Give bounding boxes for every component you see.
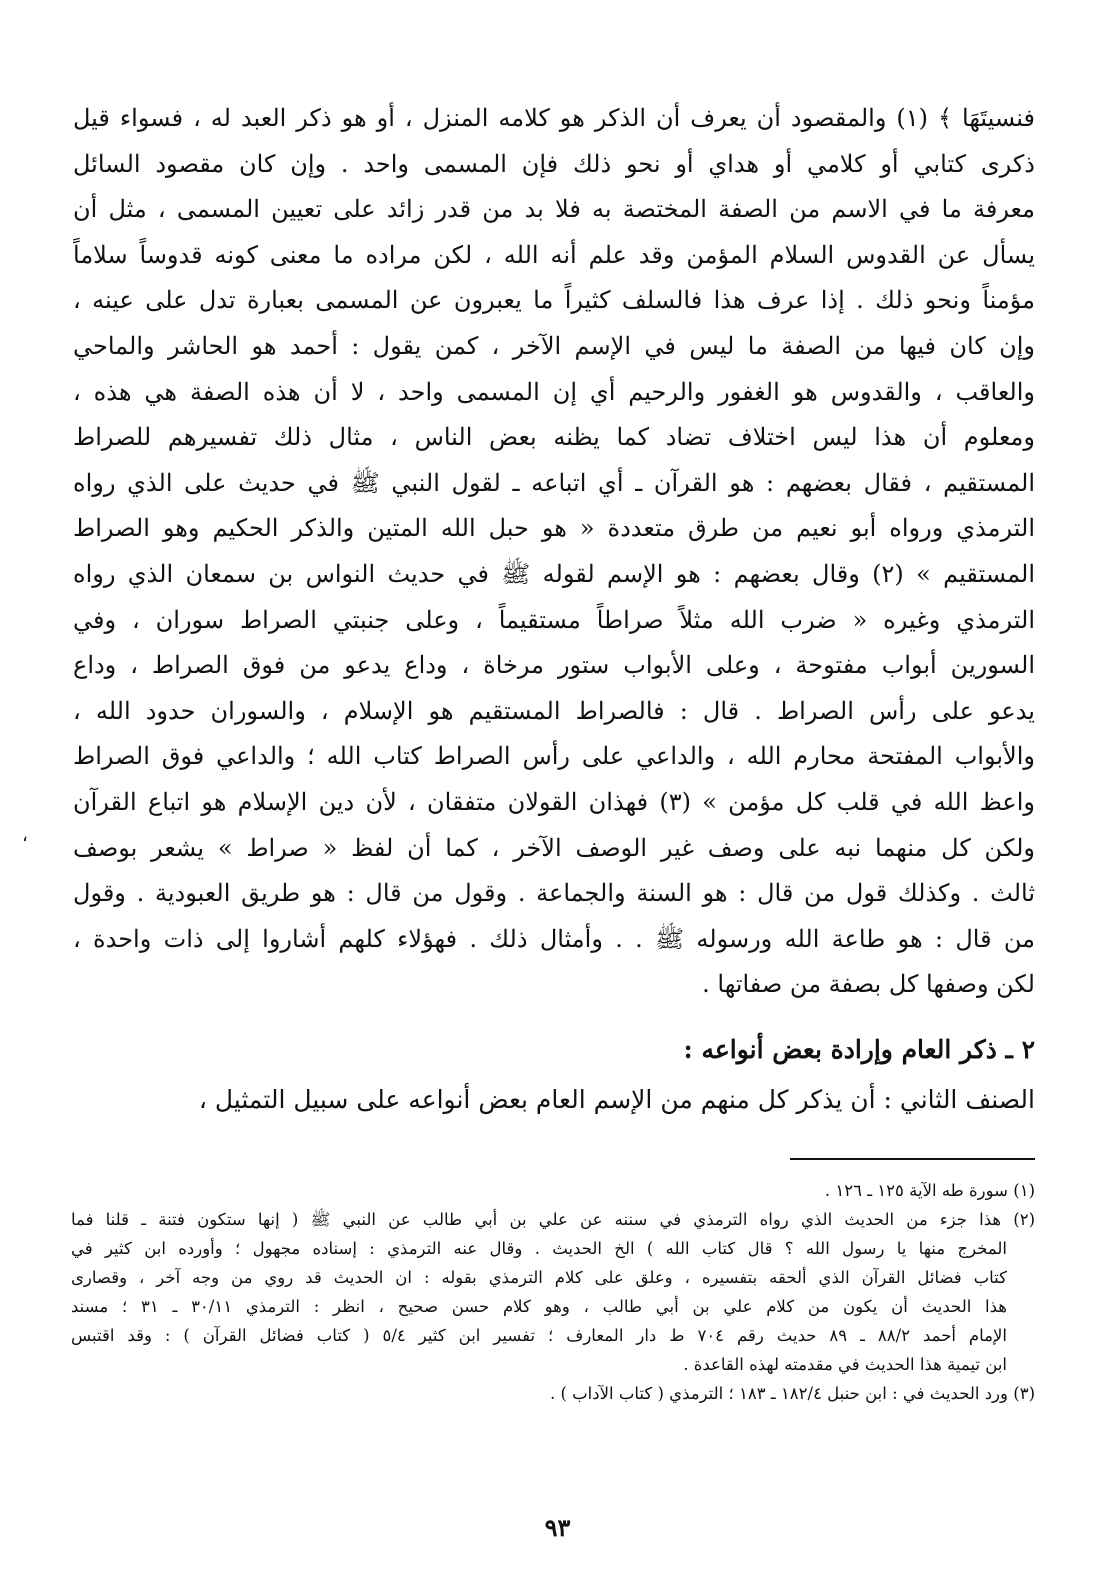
body-line: المستقيم » (٢) وقال بعضهم : هو الإسم لقوله ﷺ في حديث النواس بن سمعان الذي رواه xyxy=(73,559,1035,588)
footnote-line: ابن تيمية هذا الحديث في مقدمته لهذه القاعدة . xyxy=(683,1355,1007,1374)
body-line: السورين أبواب مفتوحة ، وعلى الأبواب ستور مرخاة ، وداع يدعو من فوق الصراط ، وداع xyxy=(73,651,1035,680)
section-heading: ٢ ـ ذكر العام وإرادة بعض أنواعه : xyxy=(683,1035,1035,1064)
footnote-line: (٣) ورد الحديث في : ابن حنبل ١٨٢/٤ ـ ١٨٣ ؛ الترمذي ( كتاب الآداب ) . xyxy=(549,1384,1035,1403)
body-line: وإن كان فيها من الصفة ما ليس في الإسم الآخر ، كمن يقول : أحمد هو الحاشر والماحي xyxy=(73,331,1035,360)
body-line: ثالث . وكذلك قول من قال : هو السنة والجماعة . وقول من قال : هو طريق العبودية . وقول xyxy=(73,879,1035,908)
body-line: الترمذي وغيره « ضرب الله مثلاً صراطاً مستقيماً ، وعلى جنبتي الصراط سوران ، وفي xyxy=(73,605,1035,634)
body-line: فنسيتَهَا ﴾ (١) والمقصود أن يعرف أن الذكر هو كلامه المنزل ، أو هو ذكر العبد له ، فسواء قيل xyxy=(73,104,1035,132)
body-line: معرفة ما في الاسم من الصفة المختصة به فلا بد من قدر زائد على تعيين المسمى ، مثل أن xyxy=(73,195,1035,224)
body-line: والأبواب المفتحة محارم الله ، والداعي على رأس الصراط كتاب الله ؛ والداعي فوق الصراط xyxy=(73,742,1035,771)
footnote-line: الإمام أحمد ٨٨/٢ ـ ٨٩ حديث رقم ٧٠٤ ط دار المعارف ؛ تفسير ابن كثير ٥/٤ ( كتاب فضائل القرآن ) : وقد اقتبس xyxy=(71,1326,1008,1345)
stray-mark: ، xyxy=(22,825,28,846)
footnote-divider xyxy=(790,1158,1035,1160)
body-line: والعاقب ، والقدوس هو الغفور والرحيم أي إن المسمى واحد ، لا أن هذه الصفة هي هذه ، xyxy=(73,377,1035,406)
footnote-line: (٢) هذا جزء من الحديث الذي رواه الترمذي في سننه عن علي بن أبي طالب عن النبي ﷺ ( إنها ستكون فتنة ـ قلنا فما xyxy=(71,1210,1035,1229)
body-line: يدعو على رأس الصراط . قال : فالصراط المستقيم هو الإسلام ، والسوران حدود الله ، xyxy=(73,696,1035,725)
footnotes-block xyxy=(71,1176,1035,1408)
footnote-line: المخرج منها يا رسول الله ؟ قال كتاب الله ) الخ الحديث . وقال عنه الترمذي : إسناده مجهول ؛ وأورده ابن كثير في xyxy=(71,1239,1007,1258)
page-number: ٩٣ xyxy=(544,1513,571,1542)
main-text-block xyxy=(73,96,1035,1008)
body-line: ذكرى كتابي أو كلامي أو هداي أو نحو ذلك فإن المسمى واحد . وإن كان مقصود السائل xyxy=(73,149,1035,178)
body-line: يسأل عن القدوس السلام المؤمن وقد علم أنه الله ، لكن مراده ما معنى كونه قدوساً سلاماً xyxy=(73,240,1035,269)
body-line: من قال : هو طاعة الله ورسوله ﷺ . . وأمثال ذلك . فهؤلاء كلهم أشاروا إلى ذات واحدة ، xyxy=(73,924,1035,953)
body-line: واعظ الله في قلب كل مؤمن » (٣) فهذان القولان متفقان ، لأن دين الإسلام هو اتباع القرآن xyxy=(73,787,1035,816)
footnote-line: كتاب فضائل القرآن الذي ألحقه بتفسيره ، وعلق على كلام الترمذي بقوله : ان الحديث قد روي من وجه آخر ، وقصارى xyxy=(71,1268,1007,1287)
body-line: ولكن كل منهما نبه على وصف غير الوصف الآخر ، كما أن لفظ « صراط » يشعر بوصف xyxy=(73,833,1035,862)
body-line: مؤمناً ونحو ذلك . إذا عرف هذا فالسلف كثيراً ما يعبرون عن المسمى بعبارة تدل على عينه ، xyxy=(73,286,1035,315)
body-line: المستقيم ، فقال بعضهم : هو القرآن ـ أي اتباعه ـ لقول النبي ﷺ في حديث على الذي رواه xyxy=(73,468,1035,497)
footnote-line: هذا الحديث أن يكون من كلام علي بن أبي طالب ، وهو كلام حسن صحيح ، انظر : الترمذي ٣٠/١١ ـ ٣١ ؛ مسند xyxy=(71,1297,1008,1316)
section-paragraph: الصنف الثاني : أن يذكر كل منهم من الإسم العام بعض أنواعه على سبيل التمثيل ، xyxy=(198,1085,1035,1114)
body-line: لكن وصفها كل بصفة من صفاتها . xyxy=(702,970,1035,999)
body-line: ومعلوم أن هذا ليس اختلاف تضاد كما يظنه بعض الناس ، مثال ذلك تفسيرهم للصراط xyxy=(73,423,1035,452)
body-line: الترمذي ورواه أبو نعيم من طرق متعددة « هو حبل الله المتين والذكر الحكيم وهو الصراط xyxy=(73,514,1035,543)
footnote-line: (١) سورة طه الآية ١٢٥ ـ ١٢٦ . xyxy=(824,1181,1035,1200)
